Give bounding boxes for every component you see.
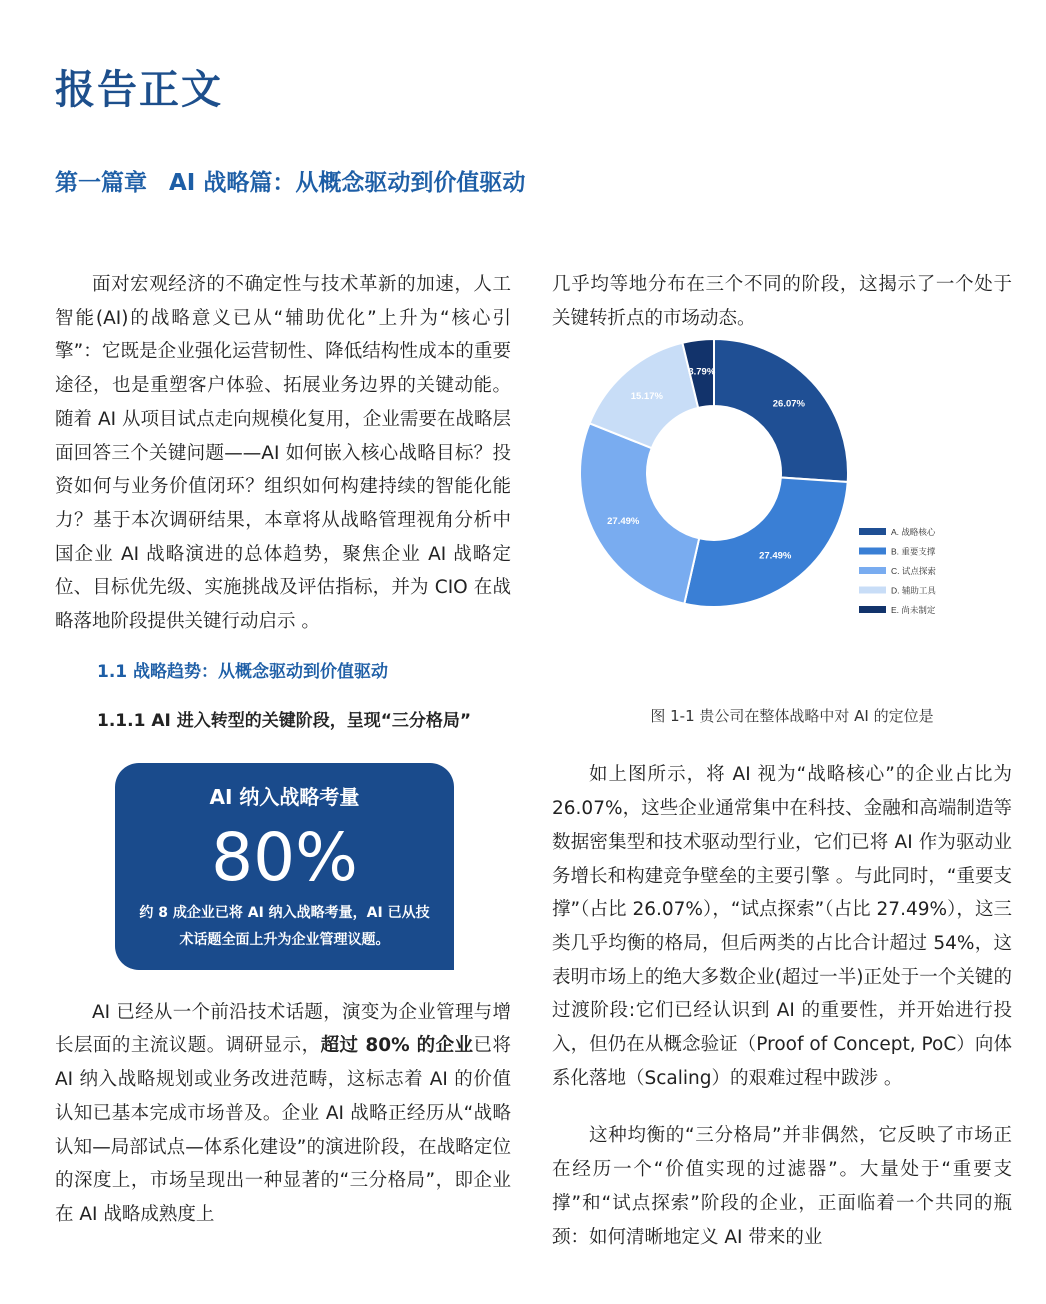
right-paragraph-3: 这种均衡的“三分格局”并非偶然，它反映了市场正在经历一个“价值实现的过滤器”。大量处于“重要支撑”和“试点探索”阶段的企业，正面临着一个共同的瓶颈：如何清晰地定义 AI 带来的业 <box>552 1125 1012 1248</box>
legend-label-2: B. 重要支撑 <box>891 546 936 557</box>
legend-label-5: E. 尚未制定 <box>891 605 936 616</box>
legend-label-1: A. 战略核心 <box>891 527 936 538</box>
para2-emphasis: 超过 80% 的企业 <box>320 1035 474 1057</box>
donut-slice-label-2: 27.49% <box>759 551 792 563</box>
legend-swatch-3 <box>859 567 886 574</box>
donut-slice-2 <box>684 478 847 608</box>
highlight-callout <box>115 763 454 970</box>
callout-value: 80% <box>211 818 358 896</box>
legend-label-3: C. 试点探索 <box>891 566 936 577</box>
donut-slice-label-3: 27.49% <box>607 516 640 528</box>
right-paragraph-2: 如上图所示，将 AI 视为“战略核心”的企业占比为 26.07%，这些企业通常集中在科技、金融和高端制造等数据密集型和技术驱动型行业，它们已将 AI 作为驱动业务增长和构建竞争壁垒的主要引擎 。与此同时，“重要支撑”（占比 26.07%），“试点探索”（占比 27.49%），这三类几乎均衡的格局，但后两类的占比合计超过 54%，这表明市场上的绝大多数企业(超过一半)正处于一个关键的过渡阶段:它们已经认识到 AI 的重要性，并开始进行投入，但仍在从概念验证（Proof of Concept, PoC）向体系化落地（Scaling）的艰难过程中跋涉 。 <box>552 764 1012 1089</box>
legend-swatch-5 <box>859 606 886 613</box>
section-heading-1-1-1: 1.1.1 AI 进入转型的关键阶段，呈现“三分格局” <box>97 710 472 731</box>
page-title: 报告正文 <box>55 67 223 113</box>
chapter-heading <box>55 164 525 197</box>
chapter-label: 第一篇章 <box>55 170 147 196</box>
donut-slice-1 <box>714 339 848 482</box>
legend-swatch-1 <box>859 528 886 535</box>
body-paragraph-2 <box>55 996 511 1232</box>
left-column <box>55 268 511 1232</box>
donut-slice-label-4: 15.17% <box>630 391 663 403</box>
donut-slice-label-1: 26.07% <box>772 398 805 410</box>
para2-text-b: 已将 AI 纳入战略规划或业务改进范畴，这标志着 AI 的价值认知已基本完成市场普及。企业 AI 战略正经历从“战略认知—局部试点—体系化建设”的演进阶段，在战略定位的深度上，市场呈现出一种显著的“三分格局”，即企业在 AI 战略成熟度上 <box>55 1035 511 1225</box>
right-paragraph-1: 几乎均等地分布在三个不同的阶段，这揭示了一个处于关键转折点的市场动态。 <box>552 274 1012 329</box>
callout-title: AI 纳入战略考量 <box>209 784 360 809</box>
legend-swatch-2 <box>859 548 886 555</box>
para2-text-a: AI 已经从一个前沿技术话题，演变为企业管理与增长层面的主流议题。调研显示， <box>55 1001 511 1057</box>
donut-slice-label-5: 3.79% <box>688 367 716 379</box>
right-column <box>552 268 1012 1254</box>
donut-chart <box>552 339 1012 669</box>
chapter-title: AI 战略篇：从概念驱动到价值驱动 <box>169 170 526 196</box>
donut-chart-svg <box>552 339 1012 669</box>
section-heading-1-1: 1.1 战略趋势：从概念驱动到价值驱动 <box>97 661 389 682</box>
donut-slice-3 <box>580 424 699 604</box>
callout-description: 约 8 成企业已将 AI 纳入战略考量，AI 已从技术话题全面上升为企业管理议题。 <box>139 904 430 948</box>
legend-swatch-4 <box>859 587 886 594</box>
legend-label-4: D. 辅助工具 <box>891 585 936 596</box>
intro-paragraph: 面对宏观经济的不确定性与技术革新的加速，人工智能(AI)的战略意义已从“辅助优化”上升为“核心引擎”：它既是企业强化运营韧性、降低结构性成本的重要途径，也是重塑客户体验、拓展业务边界的关键动能。随着 AI 从项目试点走向规模化复用，企业需要在战略层面回答三个关键问题——AI 如何嵌入核心战略目标？投资如何与业务价值闭环？组织如何构建持续的智能化能力？基于本次调研结果，本章将从战略管理视角分析中国企业 AI 战略演进的总体趋势，聚焦企业 AI 战略定位、目标优先级、实施挑战及评估指标，并为 CIO 在战略落地阶段提供关键行动启示 。 <box>55 274 511 633</box>
figure-caption: 图 1-1 贵公司在整体战略中对 AI 的定位是 <box>650 707 934 726</box>
